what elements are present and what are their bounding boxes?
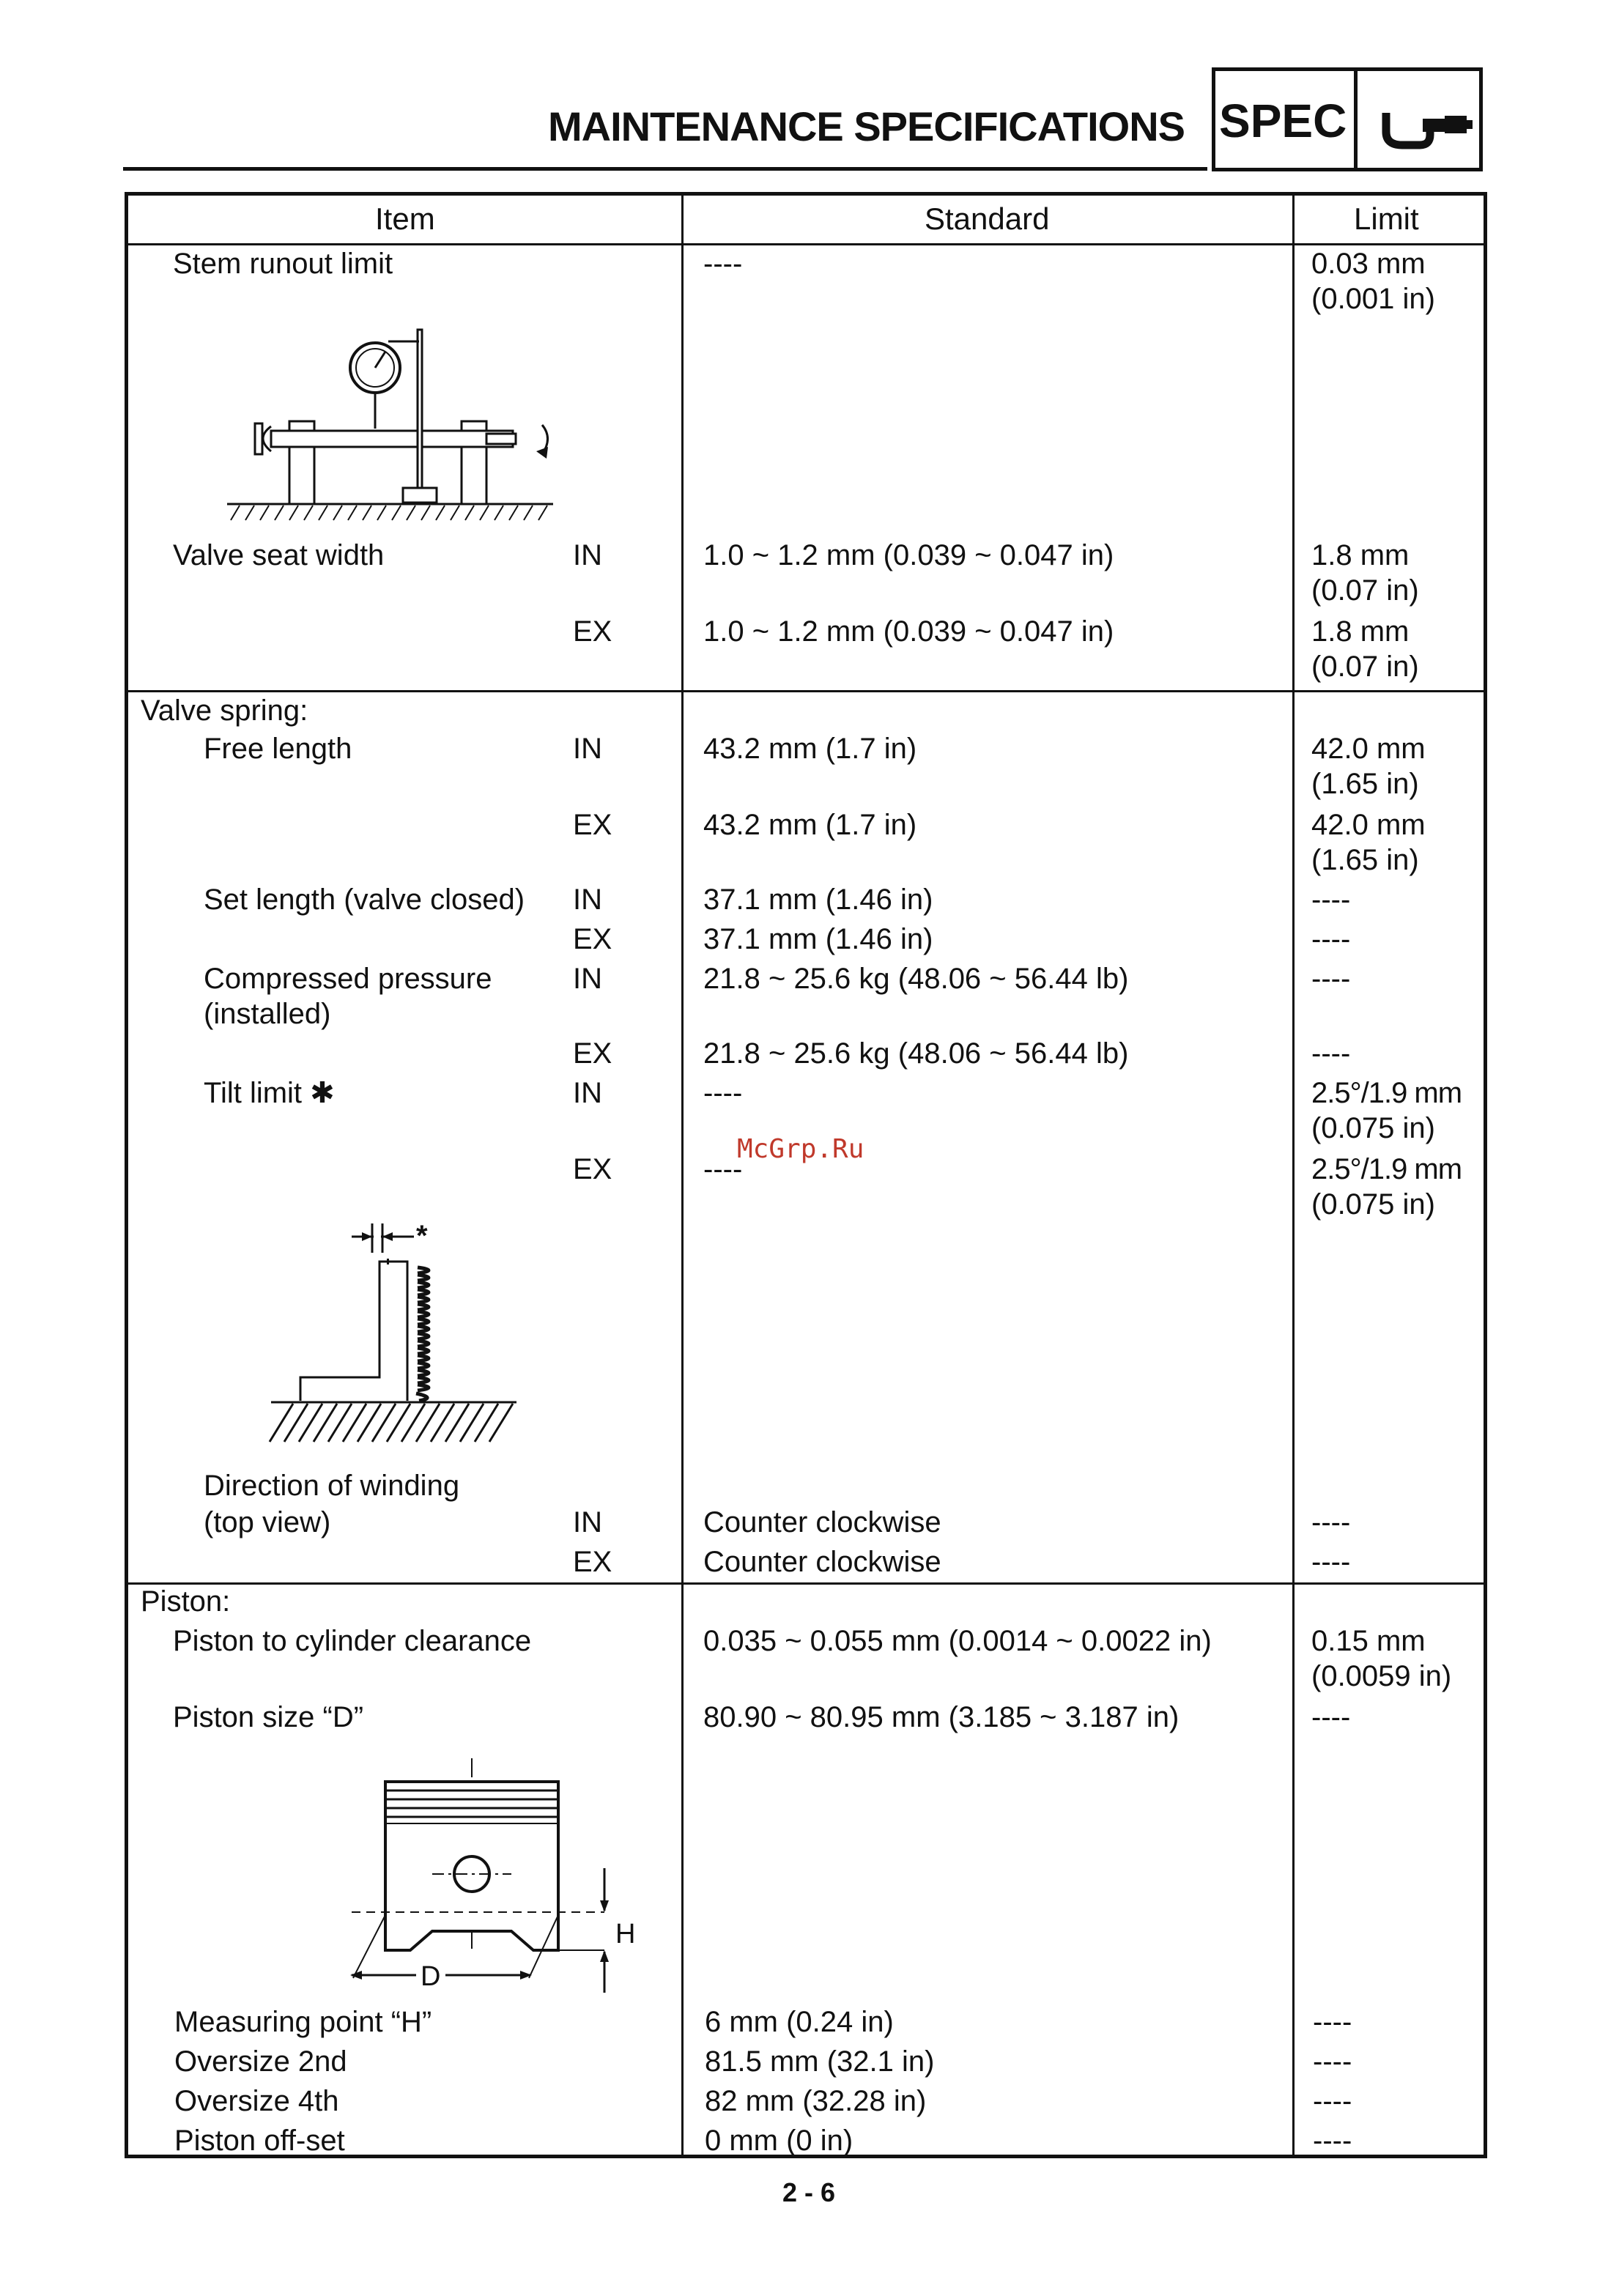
piston-size-limit: ---- xyxy=(1311,1701,1351,1733)
piston-size-label: Piston size “D” xyxy=(173,1701,364,1733)
valve-seat-width-ex-tag: EX xyxy=(573,615,612,648)
tilt-ex-standard: ---- xyxy=(703,1153,743,1185)
piston-figure xyxy=(322,1758,659,2000)
tilt-figure-star-label: * xyxy=(416,1220,428,1252)
column-header-limit: Limit xyxy=(1354,201,1419,236)
column-header-item: Item xyxy=(375,201,435,236)
column-header-standard: Standard xyxy=(925,201,1050,236)
set-length-label: Set length (valve closed) xyxy=(204,884,525,916)
watermark: McGrp.Ru xyxy=(737,1134,864,1164)
stem-runout-limit-in: (0.001 in) xyxy=(1311,283,1435,315)
compressed-in-standard: 21.8 ~ 25.6 kg (48.06 ~ 56.44 lb) xyxy=(703,963,1129,995)
spec-badge-label: SPEC xyxy=(1219,95,1347,147)
stem-runout-standard: ---- xyxy=(703,248,743,280)
measuring-point-limit: ---- xyxy=(1313,2006,1352,2038)
free-length-ex-limit-in: (1.65 in) xyxy=(1311,844,1419,876)
set-length-in-standard: 37.1 mm (1.46 in) xyxy=(703,884,933,916)
piston-clearance-limit-in: (0.0059 in) xyxy=(1311,1660,1452,1692)
tilt-ex-limit: 2.5°/1.9 mm xyxy=(1311,1153,1462,1185)
tilt-limit-label xyxy=(204,1078,335,1108)
compressed-ex-limit: ---- xyxy=(1311,1037,1351,1070)
section-rule xyxy=(126,690,1486,692)
free-length-label: Free length xyxy=(204,733,352,765)
piston-h-label: H xyxy=(615,1919,636,1949)
valve-seat-width-in-tag: IN xyxy=(573,539,602,571)
free-length-in-limit: 42.0 mm xyxy=(1311,733,1426,765)
free-length-ex-limit: 42.0 mm xyxy=(1311,809,1426,841)
winding-label: Direction of winding xyxy=(204,1470,460,1502)
piston-clearance-label: Piston to cylinder clearance xyxy=(173,1625,532,1657)
spec-badge-divider xyxy=(1354,67,1358,171)
winding-ex-tag: EX xyxy=(573,1546,612,1578)
tilt-ex-limit-in: (0.075 in) xyxy=(1311,1188,1435,1221)
header-row-rule xyxy=(126,243,1486,245)
oversize-2nd-limit: ---- xyxy=(1313,2045,1352,2078)
piston-d-label: D xyxy=(421,1961,441,1992)
free-length-in-standard: 43.2 mm (1.7 in) xyxy=(703,733,917,765)
micrometer-icon xyxy=(1377,103,1473,154)
oversize-4th-limit: ---- xyxy=(1313,2085,1352,2117)
set-length-in-limit: ---- xyxy=(1311,884,1351,916)
page-number: 2 - 6 xyxy=(782,2177,836,2207)
valve-spring-section: Valve spring: xyxy=(141,695,308,727)
set-length-ex-tag: EX xyxy=(573,923,612,955)
title-rule xyxy=(123,167,1207,171)
piston-clearance-standard: 0.035 ~ 0.055 mm (0.0014 ~ 0.0022 in) xyxy=(703,1625,1212,1657)
page-title: MAINTENANCE SPECIFICATIONS xyxy=(548,103,1185,149)
valve-seat-width-in-limit: 1.8 mm xyxy=(1311,539,1410,571)
piston-section: Piston: xyxy=(141,1585,231,1618)
valve-seat-width-in-limit-in: (0.07 in) xyxy=(1311,574,1419,607)
compressed-ex-tag: EX xyxy=(573,1037,612,1070)
valve-seat-width-label: Valve seat width xyxy=(173,539,385,571)
piston-clearance-limit: 0.15 mm xyxy=(1311,1625,1426,1657)
set-length-in-tag: IN xyxy=(573,884,602,916)
winding-in-standard: Counter clockwise xyxy=(703,1506,941,1538)
winding-ex-limit: ---- xyxy=(1311,1546,1351,1578)
free-length-ex-standard: 43.2 mm (1.7 in) xyxy=(703,809,917,841)
tilt-ex-tag: EX xyxy=(573,1153,612,1185)
compressed-pressure-sublabel: (installed) xyxy=(204,998,331,1030)
free-length-in-limit-in: (1.65 in) xyxy=(1311,768,1419,800)
winding-in-tag: IN xyxy=(573,1506,602,1538)
set-length-ex-standard: 37.1 mm (1.46 in) xyxy=(703,923,933,955)
compressed-in-tag: IN xyxy=(573,963,602,995)
compressed-in-limit: ---- xyxy=(1311,963,1351,995)
piston-offset-limit: ---- xyxy=(1313,2125,1352,2157)
spring-tilt-figure xyxy=(264,1209,527,1451)
section-rule xyxy=(126,1582,1486,1585)
oversize-2nd-label: Oversize 2nd xyxy=(174,2045,347,2078)
oversize-2nd-standard: 81.5 mm (32.1 in) xyxy=(705,2045,935,2078)
compressed-pressure-label: Compressed pressure xyxy=(204,963,492,995)
valve-seat-width-in-standard: 1.0 ~ 1.2 mm (0.039 ~ 0.047 in) xyxy=(703,539,1114,571)
winding-ex-standard: Counter clockwise xyxy=(703,1546,941,1578)
measuring-point-standard: 6 mm (0.24 in) xyxy=(705,2006,894,2038)
asterisk-icon: ✱ xyxy=(310,1076,335,1110)
tilt-in-standard: ---- xyxy=(703,1077,743,1109)
piston-offset-label: Piston off-set xyxy=(174,2125,345,2157)
oversize-4th-standard: 82 mm (32.28 in) xyxy=(705,2085,927,2117)
compressed-ex-standard: 21.8 ~ 25.6 kg (48.06 ~ 56.44 lb) xyxy=(703,1037,1129,1070)
oversize-4th-label: Oversize 4th xyxy=(174,2085,339,2117)
valve-seat-width-ex-limit-in: (0.07 in) xyxy=(1311,651,1419,683)
winding-in-limit: ---- xyxy=(1311,1506,1351,1538)
free-length-in-tag: IN xyxy=(573,733,602,765)
stem-runout-limit: 0.03 mm xyxy=(1311,248,1426,280)
free-length-ex-tag: EX xyxy=(573,809,612,841)
tilt-in-limit-in: (0.075 in) xyxy=(1311,1112,1435,1144)
column-divider xyxy=(681,193,684,2157)
tilt-in-limit: 2.5°/1.9 mm xyxy=(1311,1077,1462,1109)
column-divider xyxy=(1292,193,1295,2157)
piston-size-standard: 80.90 ~ 80.95 mm (3.185 ~ 3.187 in) xyxy=(703,1701,1179,1733)
winding-sublabel: (top view) xyxy=(204,1506,331,1538)
tilt-limit-text: Tilt limit xyxy=(204,1077,303,1109)
set-length-ex-limit: ---- xyxy=(1311,923,1351,955)
measuring-point-label: Measuring point “H” xyxy=(174,2006,432,2038)
piston-offset-standard: 0 mm (0 in) xyxy=(705,2125,853,2157)
stem-runout-label: Stem runout limit xyxy=(173,248,393,280)
valve-seat-width-ex-limit: 1.8 mm xyxy=(1311,615,1410,648)
valve-seat-width-ex-standard: 1.0 ~ 1.2 mm (0.039 ~ 0.047 in) xyxy=(703,615,1114,648)
dial-gauge-figure xyxy=(220,315,557,520)
tilt-in-tag: IN xyxy=(573,1077,602,1109)
